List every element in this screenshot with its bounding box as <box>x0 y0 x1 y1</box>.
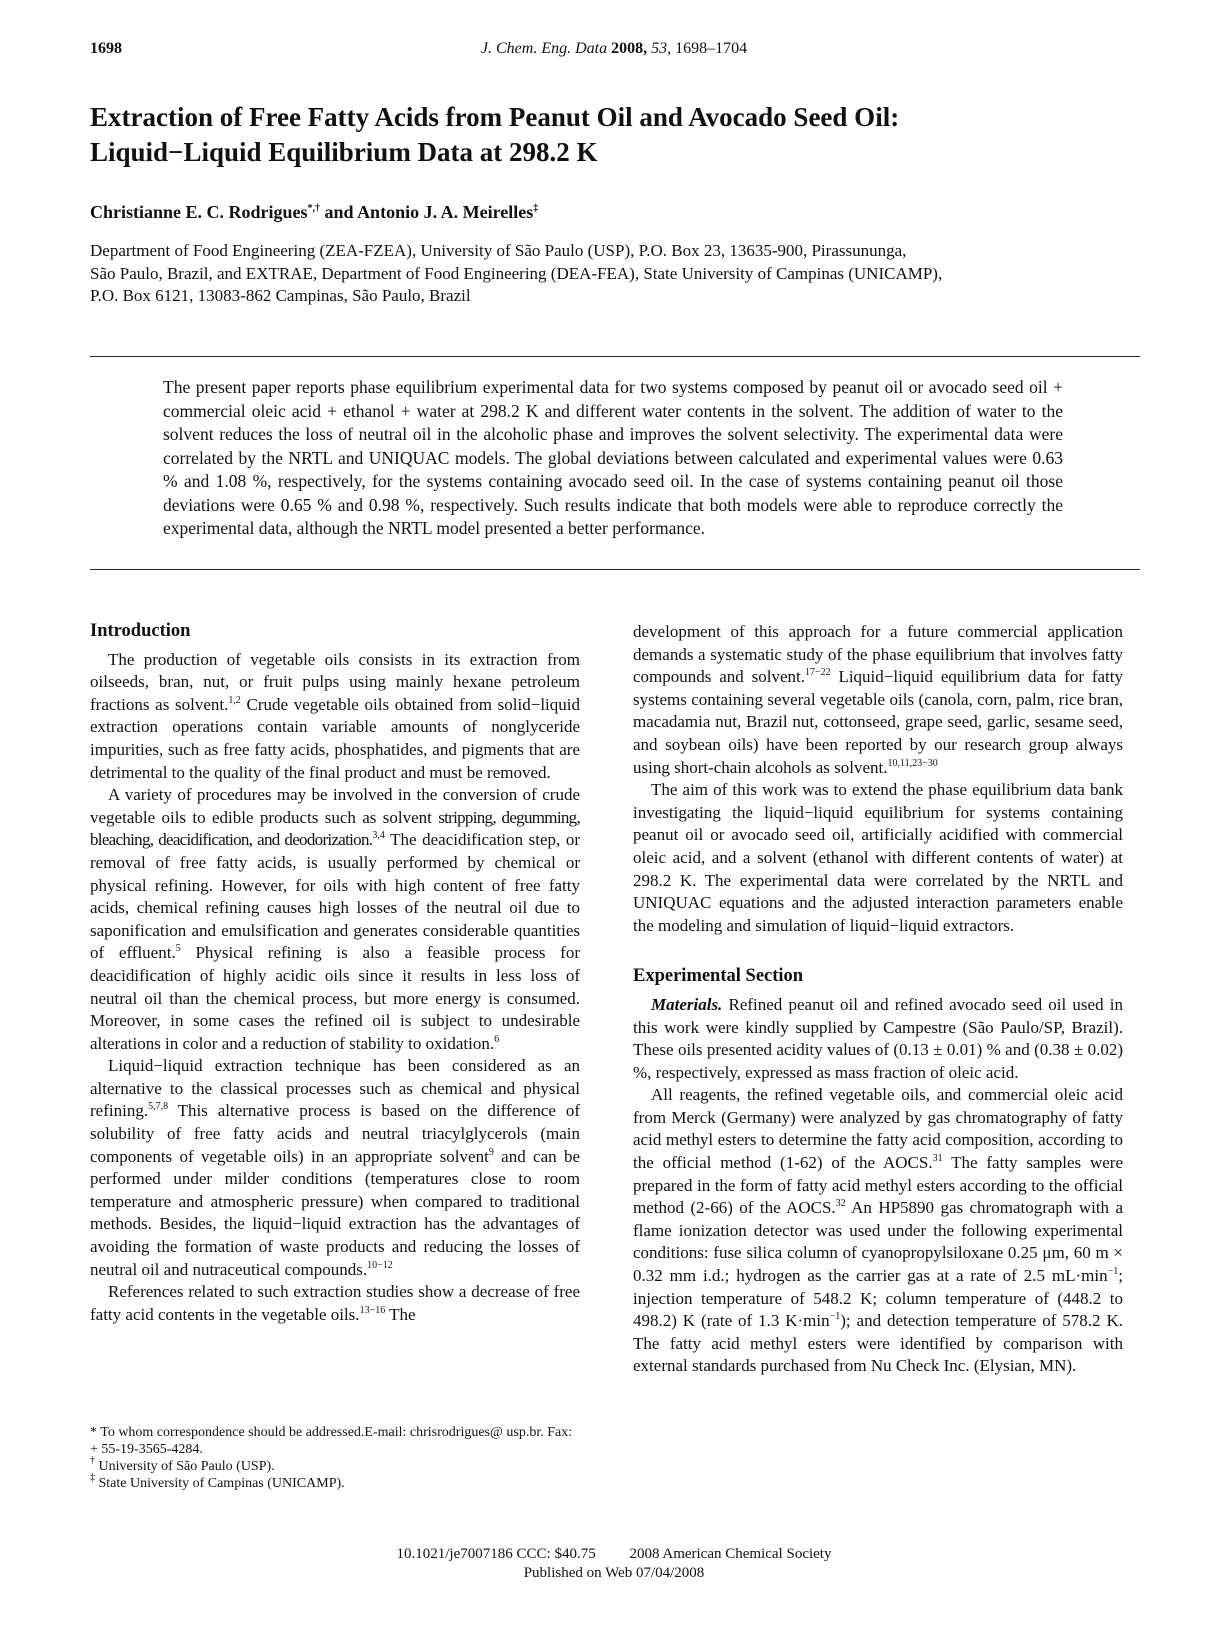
reagents-paragraph <box>633 1084 1123 1378</box>
intro-cont-text-b: Liquid−liquid equilibrium data for fatty systems containing several vegetable oils (canola, corn, palm, rice bran, macadamia nut, Brazil nut, cottonseed, grape seed, garlic, sesame seed, and soybean oils) have been reported by our research group always using short-chain alcohols as solvent. <box>633 667 1123 777</box>
author-2: Antonio J. A. Meirelles <box>357 202 534 222</box>
introduction-heading: Introduction <box>90 621 191 641</box>
affiliation-line-1: Department of Food Engineering (ZEA-FZEA), University of São Paulo (USP), P.O. Box 23, 13635-900, Pirassununga, <box>90 241 907 260</box>
unit-exponent-2: −1 <box>829 1311 841 1323</box>
journal-name: J. Chem. Eng. Data <box>480 40 608 57</box>
intro-paragraph-3 <box>90 1055 580 1281</box>
intro-p2-text-b: The deacidification step, or removal of free fatty acids, is usually performed by chemical or physical refining. However, for oils with high content of free fatty acids, chemical refining causes high losses of the neutral oil due to saponification and emulsification and generates considerable quantities of effluent. <box>90 830 581 963</box>
citation-9: 9 <box>488 1146 494 1158</box>
citation-3-4: 3,4 <box>372 830 385 842</box>
materials-label: Materials. <box>651 994 723 1014</box>
right-column <box>633 621 1123 1378</box>
title-line-1: Extraction of Free Fatty Acids from Peanut Oil and Avocado Seed Oil: <box>90 102 900 132</box>
journal-volume: 53, <box>651 40 672 57</box>
citation-6: 6 <box>494 1033 500 1045</box>
intro-p3-text-b: This alternative process is based on the difference of solubility of free fatty acids and neutral triacylglycerols (main components of vegetable oils) in an appropriate solvent <box>90 1101 580 1166</box>
citation-5: 5 <box>175 943 181 955</box>
published-date: Published on Web 07/04/2008 <box>523 1565 705 1581</box>
page-number: 1698 <box>90 40 122 57</box>
intro-paragraph-1 <box>90 649 580 785</box>
footnote-unicamp-text: State University of Campinas (UNICAMP). <box>95 1476 345 1491</box>
intro-p2-text-a: A variety of procedures may be involved in the conversion of crude vegetable oils to edible products such as solvent <box>90 785 580 827</box>
intro-paragraph-2 <box>90 784 580 1055</box>
intro-paragraph-4 <box>90 1281 580 1326</box>
reagents-text-e: ); and detection temperature of 578.2 K. The fatty acid methyl esters were identified by comparison with external standards purchased from Nu Check Inc. (Elysian, MN). <box>633 1311 1123 1376</box>
affiliation-line-3: P.O. Box 6121, 13083-862 Campinas, São Paulo, Brazil <box>90 286 471 305</box>
intro-continued-paragraph <box>633 621 1123 779</box>
author-list <box>90 202 538 223</box>
footnote-correspondence: * To whom correspondence should be addressed.E-mail: chrisrodrigues@ usp.br. Fax: + 55-19-3565-4284. <box>90 1425 573 1457</box>
journal-citation <box>0 40 1228 58</box>
citation-32: 32 <box>835 1198 846 1210</box>
citation-1-2: 1,2 <box>228 694 241 706</box>
affiliations <box>90 240 1140 308</box>
experimental-section-heading: Experimental Section <box>633 966 804 987</box>
author-1-marks: *,† <box>307 203 321 214</box>
author-2-marks: ‡ <box>533 203 539 214</box>
intro-p2-text-c: Physical refining is also a feasible process for deacidification of highly acidic oils since it results in less loss of neutral oil than the chemical process, but more energy is consumed. Moreover, in some cases the refined oil is subject to undesirable alterations in color and a reduction of stability to oxidation. <box>90 943 581 1053</box>
footnote-usp <box>90 1455 580 1475</box>
left-column <box>90 620 580 1326</box>
citation-17-22: 17−22 <box>804 667 831 679</box>
footnote-unicamp <box>90 1472 580 1492</box>
citation-31: 31 <box>932 1153 943 1165</box>
reagents-text-a: All reagents, the refined vegetable oils, and commercial oleic acid from Merck (Germany) were analyzed by gas chromatography of fatty acid methyl esters to determine the fatty acid composition, according to the official method (1-62) of the AOCS. <box>633 1085 1123 1173</box>
reagents-text-b: The fatty samples were prepared in the form of fatty acid methyl esters according to the official method (2-66) of the AOCS. <box>633 1153 1124 1218</box>
materials-text: Refined peanut oil and refined avocado seed oil used in this work were kindly supplied by Campestre (São Paulo/SP, Brazil). These oils presented acidity values of (0.13 ± 0.01) % and (0.38 ± 0.02) %, respectively, expressed as mass fraction of oleic acid. <box>633 994 1123 1082</box>
abstract: The present paper reports phase equilibrium experimental data for two systems composed by peanut oil or avocado seed oil + commercial oleic acid + ethanol + water at 298.2 K and different water contents in the solvent. The addition of water to the solvent reduces the loss of neutral oil in the alcoholic phase and improves the solvent selectivity. The experimental data were correlated by the NRTL and UNIQUAC models. The global deviations between calculated and experimental values were 0.63 % and 1.08 %, respectively, for the systems containing avocado seed oil. In the case of systems containing peanut oil those deviations were 0.65 % and 0.98 %, respectively. Such results indicate that both models were able to reproduce correctly the experimental data, although the NRTL model presented a better performance. <box>163 377 1063 538</box>
journal-year: 2008, <box>611 40 648 57</box>
intro-p1-text-a: The production of vegetable oils consists in its extraction from oilseeds, bran, nut, or fruit pulps using mainly hexane petroleum fractions as solvent. <box>90 649 580 714</box>
citation-10-12: 10−12 <box>367 1259 393 1271</box>
footnote-double-dagger: ‡ <box>90 1472 95 1483</box>
citation-10-11-23-30: 10,11,23−30 <box>887 757 938 769</box>
intro-p2-process-list: stripping, degumming, bleaching, deacidification, and deodorization. <box>90 807 580 850</box>
section-gap <box>633 937 1123 965</box>
intro-p3-text-c: and can be performed under milder conditions (temperatures close to room temperature and atmospheric pressure) when compared to traditional methods. Besides, the liquid−liquid extraction has the advantages of avoiding the formation of waste products and reducing the losses of neutral oil and nutraceutical compounds. <box>90 1146 581 1279</box>
footnote-usp-text: University of São Paulo (USP). <box>95 1459 275 1474</box>
intro-cont-text-a: development of this approach for a future commercial application demands a systematic study of the phase equilibrium that involves fatty compounds and solvent. <box>633 622 1123 687</box>
materials-paragraph <box>633 994 1123 1084</box>
intro-p3-text-a: Liquid−liquid extraction technique has been considered as an alternative to the classical processes such as chemical and physical refining. <box>90 1056 580 1121</box>
abstract-bottom-rule <box>90 569 1140 570</box>
intro-p1-text-b: Crude vegetable oils obtained from solid−liquid extraction operations contain variable amounts of nonglyceride impurities, such as free fatty acids, phosphatides, and pigments that are detrimental to the quality of the final product and must be removed. <box>90 694 580 782</box>
journal-pages: 1698–1704 <box>675 40 748 57</box>
paper-title <box>90 100 1140 170</box>
footnotes <box>90 1424 580 1492</box>
footnote-dagger: † <box>90 1455 95 1466</box>
author-1: Christianne E. C. Rodrigues <box>90 202 308 222</box>
intro-p4-text-a: References related to such extraction studies show a decrease of free fatty acid contents in the vegetable oils. <box>90 1282 580 1324</box>
affiliation-line-2: São Paulo, Brazil, and EXTRAE, Department of Food Engineering (DEA-FEA), State University of Campinas (UNICAMP), <box>90 263 943 283</box>
abstract-top-rule <box>90 356 1140 357</box>
unit-exponent-1: −1 <box>1107 1266 1119 1278</box>
citation-13-16: 13−16 <box>359 1304 386 1316</box>
intro-p4-text-b: The <box>385 1304 416 1324</box>
reagents-text-d: ; injection temperature of 548.2 K; column temperature of (448.2 to 498.2) K (rate of 1.3 K·min <box>633 1266 1123 1331</box>
citation-5-7-8: 5,7,8 <box>148 1101 169 1113</box>
title-line-2: Liquid−Liquid Equilibrium Data at 298.2 K <box>90 137 598 167</box>
author-and: and <box>320 202 358 222</box>
aim-paragraph: The aim of this work was to extend the phase equilibrium data bank investigating the liquid−liquid equilibrium for systems containing peanut oil or avocado seed oil, artificially acidified with commercial oleic acid, and a solvent (ethanol with different contents of water) at 298.2 K. The experimental data were correlated by the NRTL and UNIQUAC equations and the adjusted interaction parameters enable the modeling and simulation of liquid−liquid extractors. <box>633 780 1123 935</box>
doi-copyright-line: 10.1021/je7007186 CCC: $40.75 2008 American Chemical Society <box>396 1546 832 1562</box>
reagents-text-c: An HP5890 gas chromatograph with a flame ionization detector was used under the following experimental conditions: fuse silica column of cyanopropylsiloxane 0.25 μm, 60 m × 0.32 mm i.d.; hydrogen as the carrier gas at a rate of 2.5 mL·min <box>633 1198 1123 1286</box>
